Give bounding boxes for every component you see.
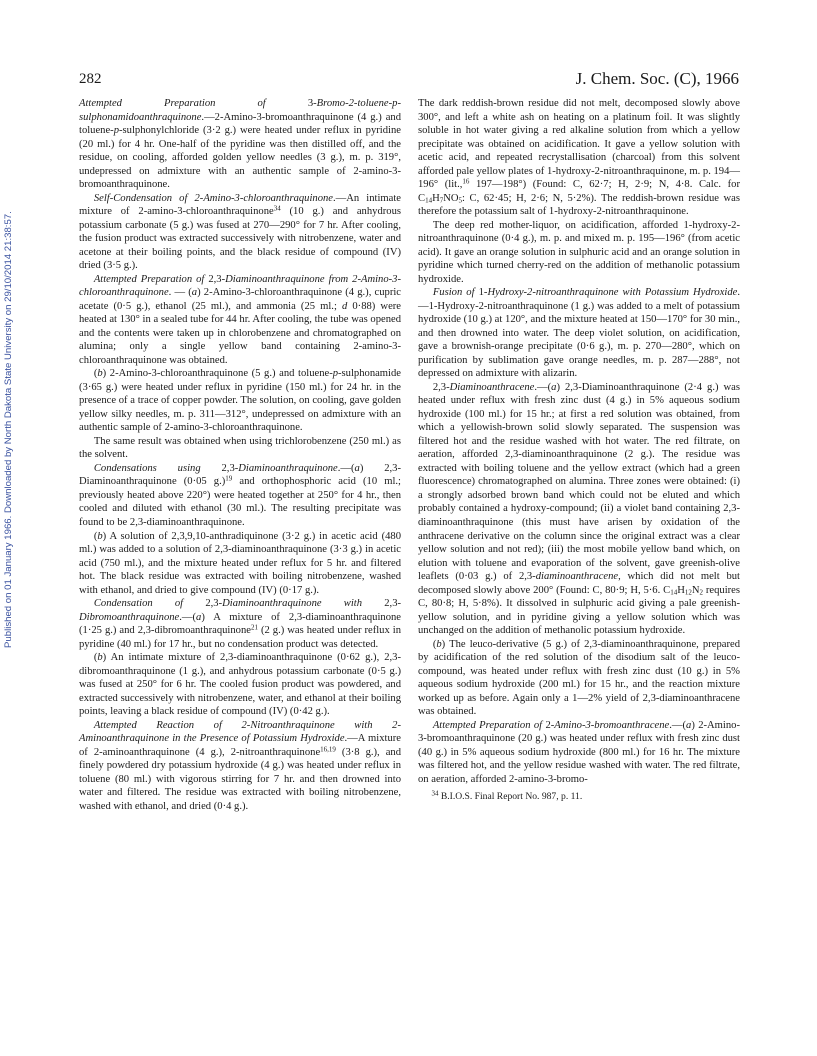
paragraph: Attempted Preparation of 2-Amino-3-bromoanthracene.—(a) 2-Amino-3-bromoanthraquinone (20 g.) was heated under reflux with fresh zinc dust (40 g.) in 5% aqueous sodium hydroxide (800 ml.) for 16 hr. The mixture was filtered hot, and the yellow residue washed with water. The red filtrate, on aeration, afforded 2-amino-3-bromo- bbox=[418, 719, 740, 785]
paragraph: (b) A solution of 2,3,9,10-anthradiquinone (3·2 g.) in acetic acid (480 ml.) was added to a solution of 2,3-diaminoanthraquinone (3·3 g.) in acetic acid (750 ml.), and the mixture heated under reflux for 5 hr. and filtered hot. The black residue was extracted with boiling nitrobenzene, washed with ethanol, and dried to give compound (IV) (0·17 g.). bbox=[79, 530, 401, 596]
journal-header: J. Chem. Soc. (C), 1966 bbox=[575, 69, 739, 88]
paragraph: Attempted Reaction of 2-Nitroanthraquinone with 2-Aminoanthraquinone in the Presence of Potassium Hydroxide.—A mixture of 2-aminoanthraquinone (4 g.), 2-nitroanthraquinone$^{16,19}$ (3·8 g.), and finely powdered dry potassium hydroxide (4 g.) was heated under reflux in toluene (80 ml.) with vigorous stirring for 7 hr. and then drowned into water and filtered. The residue was extracted with boiling nitrobenzene, washed with ethanol, and dried (0·4 g.). bbox=[79, 719, 402, 812]
page-number: 282 bbox=[79, 71, 102, 87]
paragraph: Condensation of 2,3-Diaminoanthraquinone with 2,3-Dibromoanthraquinone.—(a) A mixture of 2,3-diaminoanthraquinone (1·25 g.) and 2,3-dibromoanthraquinone$^{21}$ (2 g.) was heated under reflux in pyridine (40 ml.) for 17 hr., but no condensation product was detected. bbox=[79, 598, 402, 650]
download-watermark: Published on 01 January 1966. Downloaded by North Dakota State University on 29/10/2014 21:38:57. bbox=[3, 211, 14, 649]
paragraph: (b) 2-Amino-3-chloroanthraquinone (5 g.) and toluene-p-sulphonamide (3·65 g.) were heated under reflux in pyridine (150 ml.) for 24 hr. in the presence of a trace of copper powder. The solution, on cooling, gave golden yellow silky needles, m. p. 311—312°, undepressed on admixture with an authentic sample of 2-amino-3-chloroanthraquinone. bbox=[79, 368, 401, 434]
paragraph: Condensations using 2,3-Diaminoanthraquinone.—(a) 2,3-Diaminoanthraquinone (0·05 g.)$^{19}$ and orthophosphoric acid (10 ml.; previously heated above 220°) were heated together at 250° for 4 hr., then cooled and diluted with ethanol (30 ml.). The resulting precipitate was found to be 2,3-diaminoanthraquinone. bbox=[79, 462, 401, 528]
paragraph: 2,3-Diaminoanthracene.—(a) 2,3-Diaminoanthraquinone (2·4 g.) was heated under reflux with fresh zinc dust (4 g.) in 5% aqueous sodium hydroxide (100 ml.) for 15 hr.; at first a red solution was obtained, from which a yellowish-brown solid slowly separated. The suspension was filtered hot and the residue washed with hot water. The red filtrate, on aeration, afforded 2,3-diaminoanthraquinone (2 g.). The residue was extracted with boiling toluene and the yellow extract (which had a green fluorescence) chromatographed on alumina. Three zones were obtained: (i) a strongly adsorbed brown band which could not be eluted and which probably contained a hydroxy-compound; (ii) a violet band containing 2,3-diaminoanthraquinone (this must have arisen by oxidation of the anthracene derivative on the column since the original extract was a clear yellow solution and not red); (iii) the most mobile yellow band which, on elution with toluene and evaporation of the solvent, gave greenish-olive leaflets (0·03 g.) of 2,3-diaminoanthracene, which did not melt but decomposed slowly above 200° (Found: C, 80·9; H, 5·6. $C_{14}H_{12}N_2$ requires C, 80·8; H, 5·8%). It dissolved in sulphuric acid giving a pale greenish-yellow solution, and in pyridine giving a yellow solution which was unchanged on the addition of methanolic potassium hydroxide. bbox=[418, 381, 740, 637]
paragraph: (b) The leuco-derivative (5 g.) of 2,3-diaminoanthraquinone, prepared by acidification of the red solution of the disodium salt of the leuco-compound, was heated under reflux with fresh zinc dust (10 g.) in 5% aqueous sodium hydroxide (200 ml.) for 15 hr., and the reaction mixture worked up as before. Again only a 1—2% yield of 2,3-diaminoanthracene was obtained. bbox=[418, 638, 740, 718]
paragraph: Attempted Preparation of 2,3-Diaminoanthraquinone from 2-Amino-3-chloroanthraquinone. — (a) 2-Amino-3-chloroanthraquinone (4 g.), cupric acetate (0·5 g.), ethanol (25 ml.), and ammonia (25 ml.; d 0·88) were heated at 130° in a sealed tube for 44 hr. After cooling, the tube was opened and the contents were taken up in chlorobenzene and chromatographed on alumina; only a single yellow band containing 2-amino-3-chloroanthraquinone was obtained. bbox=[79, 273, 402, 366]
paragraph: Attempted Preparation of 3-Bromo-2-toluene-p-sulphonamidoanthraquinone.—2-Amino-3-bromoanthraquinone (4 g.) and toluene-p-sulphonylchloride (3·2 g.) were heated under reflux in pyridine (20 ml.) for 4 hr. One-half of the pyridine was then distilled off, and the residue, on cooling, afforded golden yellow needles (3 g.), m. p. 319°, undepressed on admixture with an authentic sample of 2-amino-3-bromoanthraquinone. bbox=[79, 98, 401, 191]
paragraph: The dark reddish-brown residue did not melt, decomposed slowly above 300°, and left a white ash on heating on a platinum foil. It was slightly soluble in hot water giving a red alkaline solution from which a yellow precipitate was obtained on acidification. It gave a yellow solution with acetic acid, and repeated recrystallisation (charcoal) from this solvent afforded pale yellow plates of 1-hydroxy-2-nitroanthraquinone, m. p. 194—196° (lit.,$^{16}$ 197—198°) (Found: C, 62·7; H, 2·9; N, 4·8. Calc. for $C_{14}H_7NO_5$: C, 62·45; H, 2·6; N, 5·2%). The reddish-brown residue was therefore the potassium salt of 1-hydroxy-2-nitroanthraquinone. bbox=[418, 98, 740, 218]
paragraph: The same result was obtained when using trichlorobenzene (250 ml.) as the solvent. bbox=[79, 435, 401, 461]
paragraph: Fusion of 1-Hydroxy-2-nitroanthraquinone with Potassium Hydroxide.—1-Hydroxy-2-nitroanthraquinone (1 g.) was added to a melt of potassium hydroxide (10 g.) at 120°, and the mixture heated at 150—170° for 30 min., and then drowned into water. The deep violet solution, on acidification, gave a brownish-orange precipitate (0·6 g.), m. p. 270—280°, which on purification by sublimation gave orange needles, m. p. 287—288°, not depressed on admixture with alizarin. bbox=[418, 287, 741, 380]
left-column bbox=[79, 97, 401, 813]
right-column bbox=[418, 97, 740, 804]
paragraph: (b) An intimate mixture of 2,3-diaminoanthraquinone (0·62 g.), 2,3-dibromoanthraquinone (1 g.), and anhydrous potassium carbonate (0·5 g.) was fused at 250° for 6 hr. The cooled fusion product was powdered, and extracted successively with nitrobenzene, water, and ethanol at their boiling points, leaving a black residue of compound (IV) (0·42 g.). bbox=[79, 652, 401, 718]
footnote: $^{34}$ B.I.O.S. Final Report No. 987, p. 11. bbox=[431, 789, 583, 803]
paragraph: The deep red mother-liquor, on acidification, afforded 1-hydroxy-2-nitroanthraquinone (0·4 g.), m. p. and mixed m. p. 195—196° (from acetic acid). It gave an orange solution in sulphuric acid and an orange solution in pyridine which turned cherry-red on the addition of methanolic potassium hydroxide. bbox=[418, 219, 740, 285]
paragraph: Self-Condensation of 2-Amino-3-chloroanthraquinone.—An intimate mixture of 2-amino-3-chloroanthraquinone$^{34}$ (10 g.) and anhydrous potassium carbonate (5 g.) was fused at 270—290° for 7 hr. After cooling, the fusion product was extracted successively with nitrobenzene, water and acetone at their boiling points, and the black residue of compound (IV) dried (3·5 g.). bbox=[79, 192, 401, 272]
